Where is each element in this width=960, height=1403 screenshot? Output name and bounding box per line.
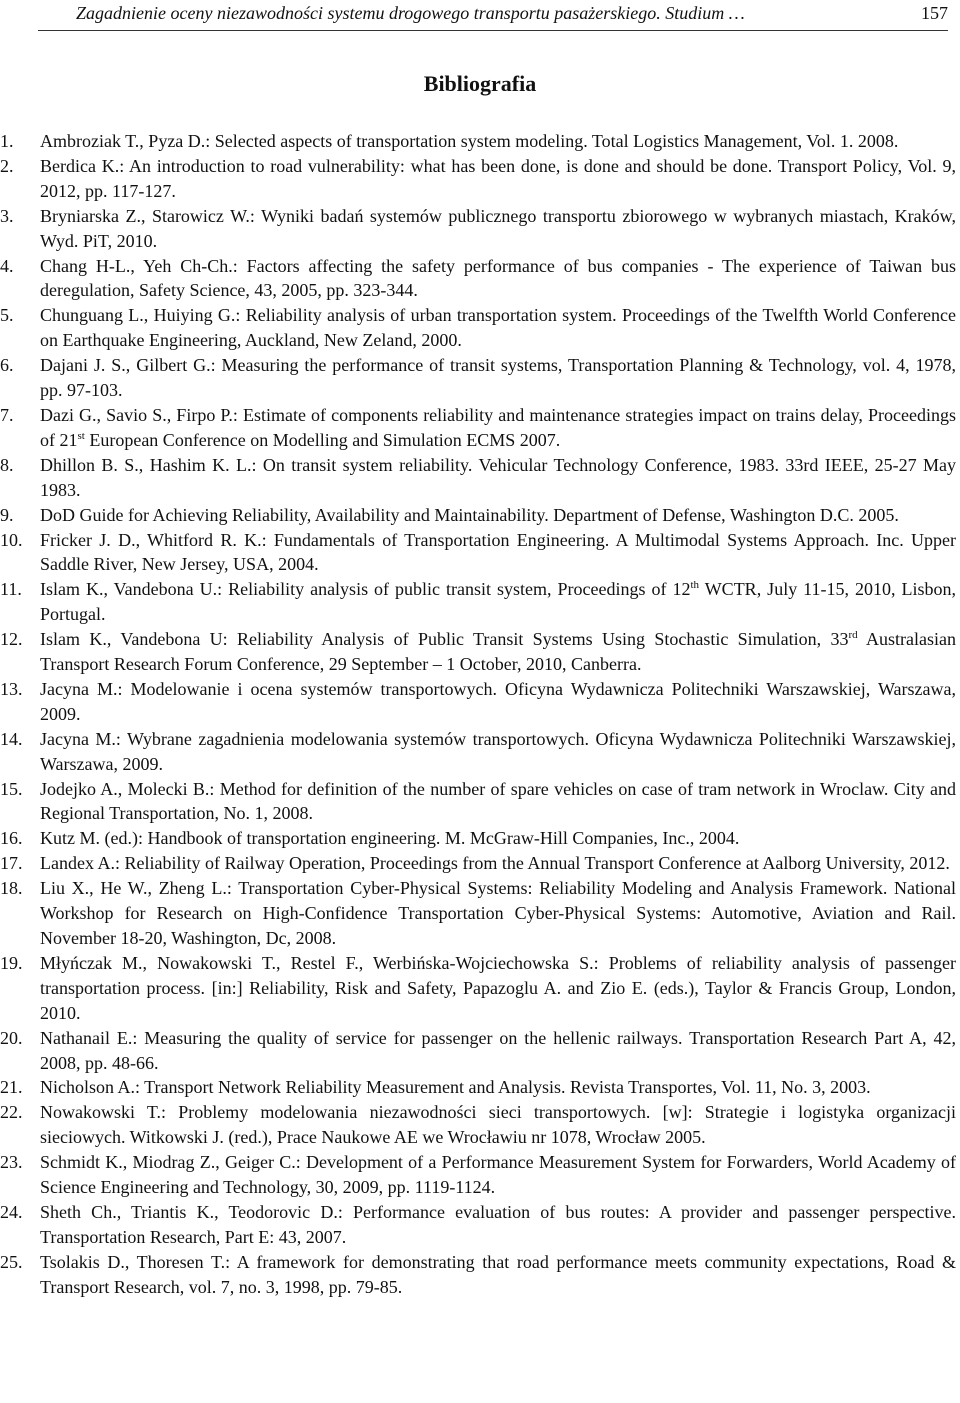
reference-number: 11. [0,579,22,600]
reference-text: Nicholson A.: Transport Network Reliability Measurement and Analysis. Revista Transportes, Vol. 11, No. 3, 2003. [40,1077,871,1098]
reference-text: Tsolakis D., Thoresen T.: A framework for demonstrating that road performance meets community expectations, Road & Transport Research, vol. 7, no. 3, 1998, pp. 79-85. [40,1251,956,1297]
reference-item [0,528,960,578]
reference-text: Chunguang L., Huiying G.: Reliability analysis of urban transportation system. Proceedings of the Twelfth World Conference on Earthquake Engineering, Auckland, New Zeland, 2000. [40,305,956,351]
reference-text: Bryniarska Z., Starowicz W.: Wyniki badań systemów publicznego transportu zbiorowego w wybranych miastach, Kraków, Wyd. PiT, 2010. [40,205,956,251]
reference-text: Dazi G., Savio S., Firpo P.: Estimate of components reliability and maintenance strategies impact on trains delay, Proceedings of 21 [40,404,956,450]
reference-item [0,129,960,154]
reference-number: 16. [0,828,23,849]
reference-number: 17. [0,853,23,874]
reference-text: Jacyna M.: Wybrane zagadnienia modelowania systemów transportowych. Oficyna Wydawnicza Politechniki Warszawskiej, Warszawa, 2009. [40,728,956,774]
reference-item [0,1075,960,1100]
ordinal-suffix: st [77,429,85,442]
reference-number: 6. [0,355,14,376]
reference-number: 8. [0,454,14,475]
reference-text: Sheth Ch., Triantis K., Teodorovic D.: Performance evaluation of bus routes: A provider and passenger perspective. Transportation Research, Part E: 43, 2007. [40,1201,956,1247]
reference-text: Islam K., Vandebona U.: Reliability analysis of public transit system, Proceedings of 12 [40,579,691,600]
reference-number: 19. [0,952,23,973]
reference-text: Młyńczak M., Nowakowski T., Restel F., Werbińska-Wojciechowska S.: Problems of reliability analysis of passenger transportation process. [in:] Reliability, Risk and Safety, Papazoglu A. and Zio E. (eds.), Taylor & Francis Group, London, 2010. [40,952,956,1023]
reference-number: 1. [0,131,14,151]
reference-number: 7. [0,404,14,425]
reference-item [0,1200,960,1250]
reference-text: Nowakowski T.: Problemy modelowania niezawodności sieci transportowych. [w]: Strategie i logistyka organizacji sieciowych. Witkowski J. (red.), Prace Naukowe AE we Wrocławiu nr 1078, Wrocław 2005. [40,1102,956,1148]
bibliography-list [0,129,960,1300]
reference-text: Jodejko A., Molecki B.: Method for definition of the number of spare vehicles on case of tram network in Wroclaw. City and Regional Transportation, No. 1, 2008. [40,778,956,824]
reference-text: Dajani J. S., Gilbert G.: Measuring the performance of transit systems, Transportation Planning & Technology, vol. 4, 1978, pp. 97-103. [40,355,956,401]
reference-text: Jacyna M.: Modelowanie i ocena systemów transportowych. Oficyna Wydawnicza Politechniki Warszawskiej, Warszawa, 2009. [40,678,956,724]
running-header [38,0,948,31]
reference-item [0,727,960,777]
reference-item [0,403,960,453]
reference-item [0,951,960,1026]
reference-number: 25. [0,1251,23,1272]
reference-number: 13. [0,678,23,699]
reference-number: 3. [0,205,14,226]
reference-text-continued: WCTR, July 11-15, 2010, Lisbon, Portugal. [40,579,956,625]
reference-text: Liu X., He W., Zheng L.: Transportation Cyber-Physical Systems: Reliability Modeling and Analysis Framework. National Workshop for Research on High-Confidence Transportation Cyber-Physical Systems: Automotive, Aviation and Rail. November 18-20, Washington, Dc, 2008. [40,878,956,948]
reference-item [0,204,960,254]
reference-item [0,577,960,627]
reference-number: 24. [0,1201,23,1222]
reference-item [0,1150,960,1200]
reference-item [0,627,960,677]
reference-number: 5. [0,305,14,326]
reference-number: 4. [0,255,14,276]
reference-item [0,677,960,727]
reference-text: Nathanail E.: Measuring the quality of service for passenger on the hellenic railways. Transportation Research Part A, 42, 2008, pp. 48-66. [40,1027,956,1073]
reference-text: Chang H-L., Yeh Ch-Ch.: Factors affecting the safety performance of bus companies - The experience of Taiwan bus deregulation, Safety Science, 43, 2005, pp. 323-344. [40,255,956,301]
header-title: Zagadnienie oceny niezawodności systemu drogowego transportu pasażerskiego. Studium … [76,3,745,23]
reference-item [0,1100,960,1150]
reference-text: Berdica K.: An introduction to road vulnerability: what has been done, is done and should be done. Transport Policy, Vol. 9, 2012, pp. 117-127. [40,155,956,201]
reference-item [0,154,960,204]
ordinal-suffix: th [690,579,700,592]
reference-item [0,303,960,353]
reference-item [0,1026,960,1076]
reference-number: 20. [0,1027,23,1048]
reference-number: 10. [0,529,23,550]
reference-text-continued: European Conference on Modelling and Simulation ECMS 2007. [84,429,561,450]
reference-item [0,503,960,528]
reference-item [0,353,960,403]
reference-item [0,254,960,304]
reference-number: 18. [0,878,23,899]
reference-number: 12. [0,629,23,650]
page-number: 157 [921,3,948,23]
reference-text: Dhillon B. S., Hashim K. L.: On transit system reliability. Vehicular Technology Conference, 1983. 33rd IEEE, 25-27 May 1983. [40,454,956,500]
reference-number: 15. [0,778,23,799]
reference-text-continued: Australasian Transport Research Forum Conference, 29 September – 1 October, 2010, Canberra. [40,629,957,675]
reference-text: Ambroziak T., Pyza D.: Selected aspects of transportation system modeling. Total Logistics Management, Vol. 1. 2008. [40,131,899,151]
reference-text: Kutz M. (ed.): Handbook of transportation engineering. M. McGraw-Hill Companies, Inc., 2004. [40,828,740,849]
reference-text: Landex A.: Reliability of Railway Operation, Proceedings from the Annual Transport Conference at Aalborg University, 2012. [40,853,950,874]
reference-item [0,453,960,503]
reference-item [0,826,960,851]
reference-number: 23. [0,1152,23,1173]
reference-item [0,777,960,827]
reference-text: Islam K., Vandebona U: Reliability Analysis of Public Transit Systems Using Stochastic Simulation, 33 [40,629,849,650]
reference-item [0,1250,960,1300]
reference-text: DoD Guide for Achieving Reliability, Availability and Maintainability. Department of Defense, Washington D.C. 2005. [40,504,899,525]
reference-number: 21. [0,1077,23,1098]
section-title: Bibliografia [423,71,537,96]
reference-item [0,876,960,951]
reference-number: 2. [0,155,14,176]
reference-item [0,851,960,876]
ordinal-suffix: rd [848,629,858,642]
reference-number: 22. [0,1102,23,1123]
reference-text: Schmidt K., Miodrag Z., Geiger C.: Development of a Performance Measurement System for Forwarders, World Academy of Science Engineering and Technology, 30, 2009, pp. 1119-1124. [40,1152,956,1198]
reference-number: 14. [0,728,23,749]
reference-text: Fricker J. D., Whitford R. K.: Fundamentals of Transportation Engineering. A Multimodal Systems Approach. Inc. Upper Saddle River, New Jersey, USA, 2004. [40,529,956,575]
reference-number: 9. [0,504,14,525]
